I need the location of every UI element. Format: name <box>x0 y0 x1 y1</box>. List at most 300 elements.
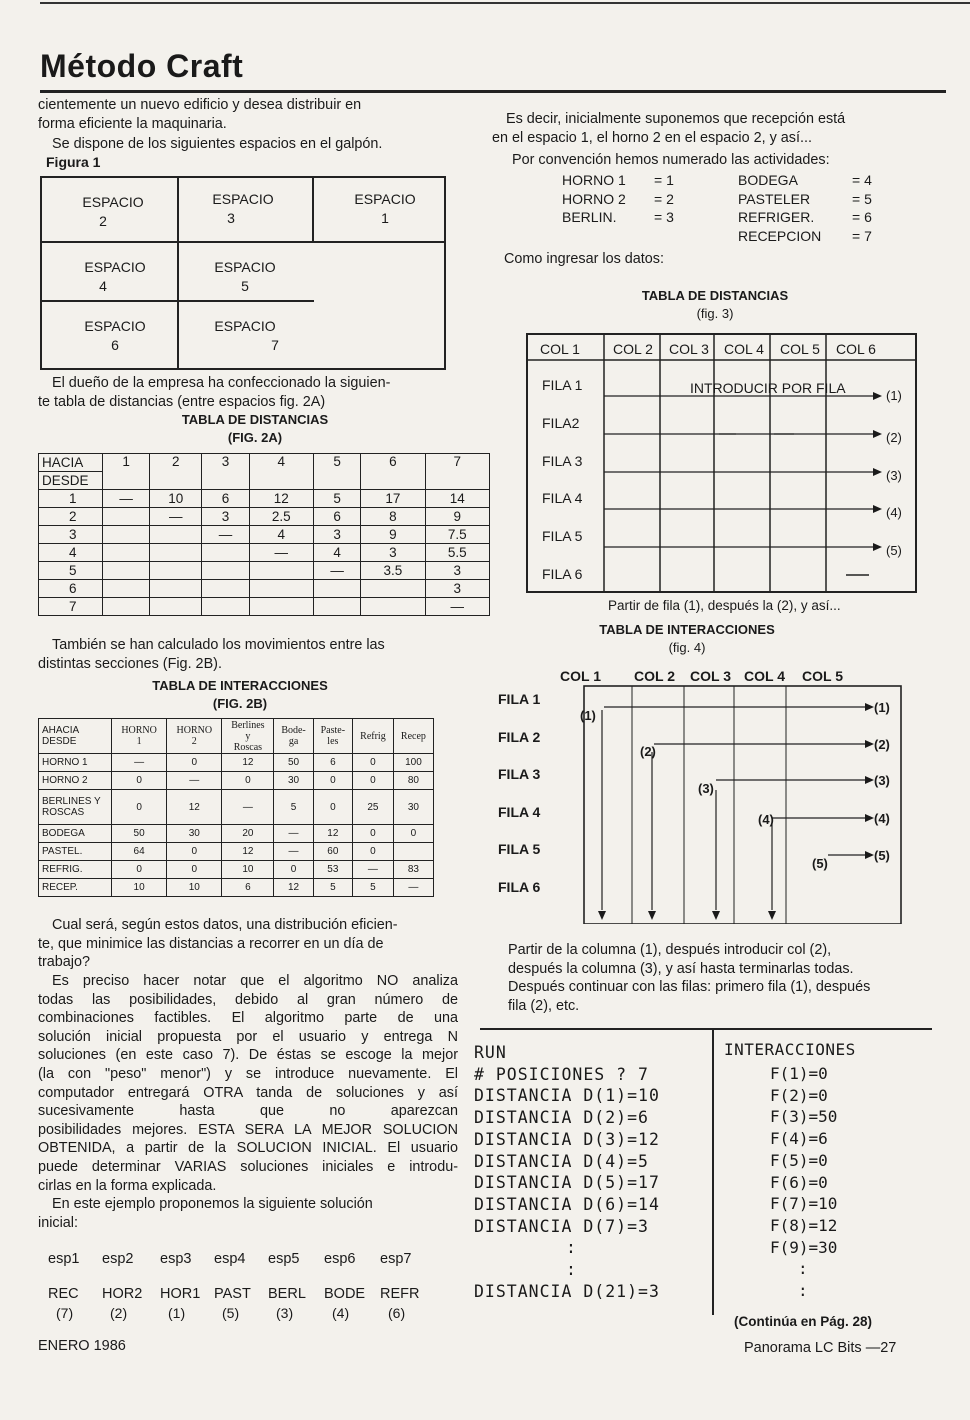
t4-col-header: COL 4 <box>744 668 785 684</box>
t2a-col-header: 6 <box>361 454 425 490</box>
t2a-col-header: 7 <box>425 454 489 490</box>
t2a-col-header: 5 <box>313 454 360 490</box>
t2a-row-header: 7 <box>39 598 103 616</box>
page-title: Método Craft <box>40 48 244 84</box>
t2b-cell: 100 <box>393 754 433 772</box>
run-line: DISTANCIA D(1)=10 <box>474 1086 660 1106</box>
t2a-cell <box>150 598 202 616</box>
solution-num: (2) <box>110 1305 128 1321</box>
arrow-head <box>865 851 874 859</box>
solution-num: (4) <box>332 1305 350 1321</box>
solution-name: HOR1 <box>160 1286 201 1302</box>
owner-paragraph <box>38 374 458 411</box>
ejemplo-line: En este ejemplo proponemos la siguiente solución <box>52 1196 373 1212</box>
t2a-cell: 3 <box>202 508 249 526</box>
t2b-cell: 83 <box>393 861 433 879</box>
run-section-divider <box>712 1030 714 1315</box>
table-4-caption <box>508 941 932 1015</box>
t4-row-label: FILA 2 <box>498 729 541 745</box>
fig1-vline <box>312 176 314 241</box>
t2b-cell: 12 <box>274 879 313 897</box>
t3-row-label: FILA 4 <box>542 490 583 506</box>
t2b-cell: 10 <box>222 861 274 879</box>
t2a-cell: 8 <box>361 508 425 526</box>
t2a-corner: HACIA DESDE <box>39 454 103 490</box>
esdecir-line: Es decir, inicialmente suponemos que recepción está <box>506 111 846 127</box>
activities-right <box>738 171 898 245</box>
t4-col-header: COL 3 <box>690 668 731 684</box>
intro-paragraph <box>38 96 458 133</box>
t2a-cell: 5 <box>313 490 360 508</box>
t2b-cell: 12 <box>167 790 222 825</box>
t2a-row-header: 1 <box>39 490 103 508</box>
t2a-cell <box>150 562 202 580</box>
t2b-row <box>39 790 434 825</box>
t2b-row <box>39 825 434 843</box>
run-line: : <box>566 1238 577 1258</box>
t4-row-label: FILA 1 <box>498 691 541 707</box>
t3-row-mark: (4) <box>886 505 902 520</box>
t2a-row-header: 3 <box>39 526 103 544</box>
t2a-cell <box>202 580 249 598</box>
t4-col-header: COL 2 <box>634 668 675 684</box>
t4-row-mark: (1) <box>874 700 890 715</box>
movements-line: distintas secciones (Fig. 2B). <box>38 655 222 672</box>
t4-caption-line: Partir de la columna (1), después introducir col (2), <box>508 942 832 958</box>
t2a-cell: — <box>150 508 202 526</box>
figure-1-label: Figura 1 <box>46 154 101 170</box>
interaction-line: F(8)=12 <box>770 1215 838 1235</box>
cual-paragraph <box>38 916 458 972</box>
intro-line: cientemente un nuevo edificio y desea distribuir en <box>38 97 362 113</box>
t2b-cell: 80 <box>393 772 433 790</box>
solution-num: (5) <box>222 1305 240 1321</box>
t2b-cell: 0 <box>393 825 433 843</box>
t2a-cell: 17 <box>361 490 425 508</box>
cual-line: trabajo? <box>38 954 91 971</box>
t2a-cell <box>361 580 425 598</box>
esp-label: esp7 <box>380 1251 412 1267</box>
t2b-cell: 0 <box>112 861 167 879</box>
t2b-cell: 0 <box>353 772 394 790</box>
t2b-cell: 0 <box>167 754 222 772</box>
top-rule <box>40 2 970 4</box>
t3-row-mark: (5) <box>886 543 902 558</box>
movements-paragraph <box>38 636 458 673</box>
interaction-line: : <box>798 1281 808 1301</box>
solution-num: (7) <box>56 1305 74 1321</box>
table-4-title: TABLA DE INTERACCIONES <box>599 622 775 637</box>
t3-row-label: FILA 3 <box>542 453 583 469</box>
t2a-cell <box>313 580 360 598</box>
arrow-head <box>873 468 882 476</box>
ejemplo-line: inicial: <box>38 1214 78 1231</box>
t2a-cell: 5.5 <box>425 544 489 562</box>
interaction-line: : <box>798 1259 808 1279</box>
interactions-printout <box>770 1063 890 1302</box>
interaction-line: F(6)=0 <box>770 1172 828 1192</box>
t2a-col-header: 3 <box>202 454 249 490</box>
arrow-head <box>598 911 606 920</box>
t2b-col-header: Refrig <box>353 719 394 754</box>
t2b-cell: — <box>274 825 313 843</box>
t3-row-label: FILA 5 <box>542 528 583 544</box>
t2b-cell: — <box>167 772 222 790</box>
run-line: : <box>566 1260 577 1280</box>
t3-row-label: FILA 1 <box>542 377 583 393</box>
run-line: DISTANCIA D(5)=17 <box>474 1173 660 1193</box>
interaction-line: F(5)=0 <box>770 1150 828 1170</box>
t2a-row <box>39 562 490 580</box>
cual-line: Cual será, según estos datos, una distribución eficien- <box>52 917 398 933</box>
t2b-cell: — <box>353 861 394 879</box>
t2a-cell: 7.5 <box>425 526 489 544</box>
t2a-cell <box>313 598 360 616</box>
t2a-cell: 3 <box>425 562 489 580</box>
t2a-cell: 9 <box>361 526 425 544</box>
t4-row-label: FILA 5 <box>498 841 541 857</box>
preciso-line: combinaciones factibles. El algoritmo parte de una <box>38 1010 458 1027</box>
t2a-row <box>39 508 490 526</box>
t3-frame <box>527 334 916 592</box>
table-2b-title: TABLA DE INTERACCIONES <box>152 678 328 693</box>
t4-caption-line: Después continuar con las filas: primero fila (1), después <box>508 979 871 996</box>
t4-row-label: FILA 3 <box>498 766 541 782</box>
movements-line: También se han calculado los movimientos entre las <box>52 637 385 653</box>
left-footer: ENERO 1986 <box>38 1338 126 1354</box>
t2a-cell: 2.5 <box>249 508 313 526</box>
t2b-cell: 20 <box>222 825 274 843</box>
t2a-row <box>39 580 490 598</box>
t2a-cell: 3 <box>361 544 425 562</box>
solution-names-row <box>48 1286 428 1306</box>
arrow-head <box>873 505 882 513</box>
t2a-header-row <box>39 454 490 490</box>
t2a-cell: 3 <box>425 580 489 598</box>
arrow-head <box>865 776 874 784</box>
t2b-cell: — <box>393 879 433 897</box>
t4-col-mark: (3) <box>698 781 714 796</box>
t2b-cell: 25 <box>353 790 394 825</box>
t2b-row-header: REFRIG. <box>39 861 112 879</box>
table-2b-fig: (FIG. 2B) <box>212 696 268 711</box>
t2a-cell <box>103 562 150 580</box>
arrow-head <box>768 911 776 920</box>
preciso-line: todas las posibilidades, debido al gran número de <box>38 991 458 1008</box>
table-4-diagram <box>494 662 914 924</box>
esdecir-line: en el espacio 1, el horno 2 en el espacio 2, y así... <box>492 129 812 146</box>
t2b-row-header: RECEP. <box>39 879 112 897</box>
distance-table-2a <box>38 453 490 616</box>
t2b-cell: 6 <box>222 879 274 897</box>
activity-item: HORNO 2 = 2 <box>562 190 674 207</box>
table-3-fig: (fig. 3) <box>696 306 734 321</box>
t4-row-label: FILA 6 <box>498 879 541 895</box>
interaction-line: F(1)=0 <box>770 1064 828 1083</box>
table-3-caption: Partir de fila (1), después la (2), y así... <box>608 598 841 613</box>
esdecir-paragraph <box>492 110 912 147</box>
fig1-vline <box>177 176 179 370</box>
arrow-head <box>865 703 874 711</box>
fig1-cell-7: ESPACIO 7 <box>214 318 279 353</box>
arrow-head <box>873 392 882 400</box>
interactions-title: INTERACCIONES <box>724 1040 856 1059</box>
solution-esp-row <box>48 1251 428 1271</box>
continua-note: (Continúa en Pág. 28) <box>734 1314 873 1329</box>
t2a-cell <box>202 598 249 616</box>
t4-col-header: COL 5 <box>802 668 843 684</box>
run-line: DISTANCIA D(4)=5 <box>474 1151 649 1171</box>
preciso-line: soluciones (en este caso 7). De éstas se escoge la mejor <box>38 1047 458 1064</box>
run-line: DISTANCIA D(3)=12 <box>474 1129 660 1149</box>
t2b-cell: 0 <box>112 790 167 825</box>
t2b-cell: 0 <box>167 861 222 879</box>
t4-col-header: COL 1 <box>560 668 601 684</box>
t2a-row <box>39 490 490 508</box>
solution-name: BODE <box>324 1286 366 1302</box>
t3-col-header: COL 1 <box>540 341 580 357</box>
t2a-cell: — <box>313 562 360 580</box>
title-rule <box>40 90 946 93</box>
t4-caption-line: después la columna (3), y así hasta terminarlas todas. <box>508 960 854 977</box>
ejemplo-paragraph <box>38 1195 458 1232</box>
t2b-cell: — <box>274 843 313 861</box>
intro-line: forma eficiente la maquinaria. <box>38 115 227 132</box>
fig1-cell-5: ESPACIO 5 <box>214 259 276 294</box>
t2a-row <box>39 544 490 562</box>
t4-row-mark: (3) <box>874 773 890 788</box>
t2b-col-header: Paste- les <box>313 719 352 754</box>
t3-row-mark: (2) <box>886 430 902 445</box>
t2b-col-header: HORNO 2 <box>167 719 222 754</box>
t2a-cell: 3.5 <box>361 562 425 580</box>
t2a-cell <box>202 544 249 562</box>
t2b-col-header: Berlines y Roscas <box>222 719 274 754</box>
t2a-cell <box>361 598 425 616</box>
owner-line: El dueño de la empresa ha confeccionado la siguien- <box>52 375 391 391</box>
t4-col-mark: (4) <box>758 812 774 827</box>
t2a-cell: 6 <box>202 490 249 508</box>
t2a-cell: 10 <box>150 490 202 508</box>
run-line: DISTANCIA D(2)=6 <box>474 1108 649 1128</box>
figure-1-grid <box>40 176 446 370</box>
t2b-corner: AHACIA DESDE <box>39 719 112 754</box>
t2a-row-header: 4 <box>39 544 103 562</box>
t2b-row <box>39 879 434 897</box>
t2b-col-header: Recep <box>393 719 433 754</box>
t2a-cell <box>103 598 150 616</box>
t3-col-header: COL 6 <box>836 341 876 357</box>
t2b-cell: 0 <box>112 772 167 790</box>
t4-caption-line: fila (2), etc. <box>508 997 580 1014</box>
preciso-line: cirlas en la forma explicada. <box>38 1177 217 1194</box>
run-line: DISTANCIA D(21)=3 <box>474 1281 660 1301</box>
t2a-col-header: 1 <box>103 454 150 490</box>
t2b-cell: 5 <box>274 790 313 825</box>
t2b-row-header: HORNO 1 <box>39 754 112 772</box>
t2b-cell: 0 <box>353 825 394 843</box>
t2b-row-header: PASTEL. <box>39 843 112 861</box>
t2b-cell: 50 <box>112 825 167 843</box>
t3-col-header: COL 2 <box>613 341 653 357</box>
activity-item: BODEGA = 4 <box>738 172 872 188</box>
solution-num: (3) <box>276 1305 294 1321</box>
t2a-cell <box>249 580 313 598</box>
t2b-cell: 12 <box>222 843 274 861</box>
t3-row-mark: (3) <box>886 468 902 483</box>
fig1-hline <box>40 241 446 243</box>
esp-label: esp4 <box>214 1251 246 1267</box>
preciso-line: puede determinar VARIAS soluciones iniciales e introdu- <box>38 1158 458 1175</box>
solution-name: BERL <box>268 1286 306 1302</box>
t2b-row <box>39 861 434 879</box>
t2b-cell: 5 <box>313 879 352 897</box>
t2a-cell: 12 <box>249 490 313 508</box>
fig1-cell-1: ESPACIO 1 <box>354 191 416 226</box>
activity-item: HORNO 1 = 1 <box>562 172 674 188</box>
t2b-cell: 5 <box>353 879 394 897</box>
fig1-hline <box>40 300 314 302</box>
t4-row-mark: (2) <box>874 737 890 752</box>
interaction-line: F(9)=30 <box>770 1237 838 1257</box>
esp-label: esp6 <box>324 1251 356 1267</box>
t3-col-header: COL 5 <box>780 341 820 357</box>
t2a-cell: 4 <box>313 544 360 562</box>
t2a-cell <box>150 526 202 544</box>
right-footer: Panorama LC Bits —27 <box>744 1340 897 1356</box>
t2a-row-header: 2 <box>39 508 103 526</box>
t2a-cell: 9 <box>425 508 489 526</box>
t2a-cell: — <box>202 526 249 544</box>
preciso-line: OBTENIDA, a partir de la SOLUCION INICIAL. El usuario <box>38 1140 458 1157</box>
t2b-cell: — <box>222 790 274 825</box>
t2b-row <box>39 772 434 790</box>
t4-row-mark: (5) <box>874 848 890 863</box>
t2a-row <box>39 526 490 544</box>
t2a-cell: — <box>103 490 150 508</box>
table-3-title: TABLA DE DISTANCIAS <box>641 288 789 303</box>
owner-line: te tabla de distancias (entre espacios fig. 2A) <box>38 393 326 410</box>
t2a-col-header: 2 <box>150 454 202 490</box>
t2a-cell: 6 <box>313 508 360 526</box>
t4-col-mark: (1) <box>580 708 596 723</box>
t2b-cell: 60 <box>313 843 352 861</box>
t2b-col-header: HORNO 1 <box>112 719 167 754</box>
run-line: # POSICIONES ? 7 <box>474 1064 649 1084</box>
arrow-head <box>865 814 874 822</box>
t2a-cell <box>103 580 150 598</box>
preciso-line: (la con "peso" menor") y se introduce nuevamente. El <box>38 1065 458 1082</box>
solution-num: (1) <box>168 1305 186 1321</box>
t2b-cell: 6 <box>313 754 352 772</box>
t2b-row-header: BODEGA <box>39 825 112 843</box>
preciso-line: sucesivamente hasta que no aparezcan <box>38 1103 458 1120</box>
t2b-cell: 0 <box>353 843 394 861</box>
solution-name: REC <box>48 1286 79 1302</box>
t2b-row <box>39 843 434 861</box>
interactions-table-2b <box>38 718 434 897</box>
spaces-paragraph: Se dispone de los siguientes espacios en el galpón. <box>52 136 383 152</box>
t2a-cell <box>103 544 150 562</box>
t2b-cell: — <box>112 754 167 772</box>
esp-label: esp1 <box>48 1251 80 1267</box>
t2a-cell: 14 <box>425 490 489 508</box>
cual-line: te, que minimice las distancias a recorrer en un día de <box>38 935 384 952</box>
t2b-col-header: Bode- ga <box>274 719 313 754</box>
t2a-cell <box>103 508 150 526</box>
t2b-cell: 30 <box>274 772 313 790</box>
t2b-cell: 12 <box>222 754 274 772</box>
t2a-cell <box>103 526 150 544</box>
t2b-cell: 64 <box>112 843 167 861</box>
fig1-cell-2: ESPACIO 2 <box>82 194 144 229</box>
t2b-cell: 30 <box>167 825 222 843</box>
t2b-cell: 30 <box>393 790 433 825</box>
t3-row-mark: (1) <box>886 388 902 403</box>
t2b-cell: 0 <box>313 772 352 790</box>
solution-name: HOR2 <box>102 1286 143 1302</box>
arrow-head <box>865 740 874 748</box>
t4-row-label: FILA 4 <box>498 804 541 820</box>
t2b-cell: 53 <box>313 861 352 879</box>
t2b-cell: 12 <box>313 825 352 843</box>
t3-row-label: FILA2 <box>542 415 580 431</box>
solution-name: PAST <box>214 1286 251 1302</box>
t2a-row <box>39 598 490 616</box>
t2b-cell: 0 <box>274 861 313 879</box>
preciso-line: Es preciso hacer notar que el algoritmo NO analiza <box>52 973 458 989</box>
t2a-cell: 3 <box>313 526 360 544</box>
t2a-cell <box>249 562 313 580</box>
run-printout <box>474 1042 710 1302</box>
activity-item: REFRIGER. = 6 <box>738 209 872 225</box>
solution-num: (6) <box>388 1305 406 1321</box>
preciso-paragraph <box>38 972 458 1195</box>
run-line: DISTANCIA D(6)=14 <box>474 1194 660 1214</box>
fig1-cell-6: ESPACIO 6 <box>84 318 146 353</box>
t2b-cell: 10 <box>167 879 222 897</box>
table-2a-fig: (FIG. 2A) <box>227 430 283 445</box>
como-paragraph: Como ingresar los datos: <box>504 251 664 267</box>
t3-col-header: COL 4 <box>724 341 764 357</box>
t2b-cell: 0 <box>353 754 394 772</box>
t2b-cell <box>393 843 433 861</box>
activity-item: BERLIN. = 3 <box>562 209 674 225</box>
t4-col-mark: (5) <box>812 856 828 871</box>
convencion-paragraph: Por convención hemos numerado las actividades: <box>512 152 830 168</box>
t3-intro-label: INTRODUCIR POR FILA <box>690 380 846 396</box>
table-3-diagram <box>524 332 924 598</box>
run-line: DISTANCIA D(7)=3 <box>474 1216 649 1236</box>
arrow-head <box>873 543 882 551</box>
arrow-head <box>712 911 720 920</box>
t2b-row-header: BERLINES Y ROSCAS <box>39 790 112 825</box>
t2a-cell <box>202 562 249 580</box>
run-section-rule <box>480 1028 932 1030</box>
activity-item: RECEPCION = 7 <box>738 227 872 244</box>
preciso-line: computador entregará OTRA tanda de soluciones y así <box>38 1084 458 1101</box>
t2a-cell: — <box>249 544 313 562</box>
t2b-cell: 0 <box>222 772 274 790</box>
t2a-cell <box>150 580 202 598</box>
interaction-line: F(3)=50 <box>770 1107 838 1127</box>
t2b-row-header: HORNO 2 <box>39 772 112 790</box>
t3-row-label: FILA 6 <box>542 566 583 582</box>
t4-row-mark: (4) <box>874 811 890 826</box>
t2a-cell <box>249 598 313 616</box>
solution-nums-row <box>48 1305 428 1325</box>
esp-label: esp2 <box>102 1251 134 1267</box>
